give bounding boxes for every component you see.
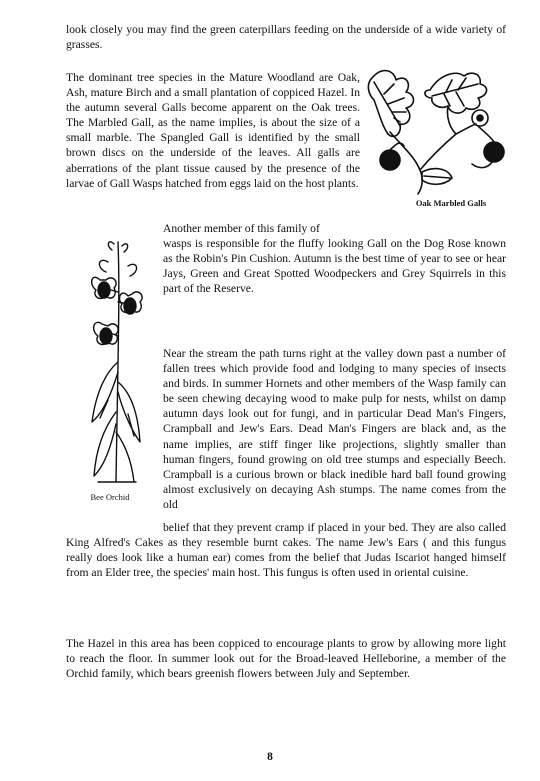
paragraph-hazel: The Hazel in this area has been coppiced to encourage plants to grow by allowing more light to reach the floor. In summer look out for the Broad-leaved Helleborine, a member of the Orchid family, which bears greenish flowers between July and September.: [66, 637, 506, 681]
paragraph-mature-woodland: The dominant tree species in the Mature Woodland are Oak, Ash, mature Birch and a small plantation of coppiced Hazel. In the autumn several Galls become apparent on the Oak trees. The Marbled Gall, as the name implies, is about the size of a small marble. The Spangled Gall is identified by the small brown discs on the underside of the leaves. All galls are aberrations of the plant tissue caused by the presence of the larvae of Gall Wasps hatched from eggs laid on the host plants.: [66, 71, 360, 190]
paragraph-autumn: wasps is responsible for the fluffy looking Gall on the Dog Rose known as the Robin's Pin Cushion. Autumn is the best time of year to see or hear Jays, Green and Great Spotted Woodpeckers and Grey Squirrels in this part of the Reserve.: [163, 237, 506, 296]
bee-orchid-illustration: [78, 232, 158, 490]
oak-marbled-galls-illustration: [360, 60, 510, 195]
paragraph-king-alfreds-cakes: [66, 520, 506, 580]
oak-galls-caption: Oak Marbled Galls: [415, 198, 487, 208]
bee-orchid-caption: Bee Orchid: [90, 492, 130, 502]
alfred-text: belief that they prevent cramp if placed in your bed. They are also called King Alfred's Cakes as they resemble burnt cakes. The name Jew's Ears ( and this fungus really does look like a human ear) comes from the belief that Judas Iscariot hanged himself from an Elder tree, the species' main host. This fungus is often used in oriental cuisine.: [66, 521, 506, 580]
paragraph-intro: look closely you may find the green caterpillars feeding on the underside of a wide variety of grasses.: [66, 23, 506, 52]
wasps-line-text: Another member of this family of: [163, 222, 320, 235]
page-number: 8: [267, 751, 273, 763]
paragraph-stream: Near the stream the path turns right at the valley down past a number of fallen trees which provide food and lodging to many species of insects and birds. In summer Hornets and other members of the Wasp family can be seen chewing decaying wood to make pulp for nests, whilst on damp autumn days look out for fungi, and in particular Dead Man's Fingers, Crampball and Jew's Ears. Dead Man's Fingers are black and, as the name implies, are stiff finger like projections, slightly smaller than human fingers, found growing on old tree stumps and especially Beech. Crampball is a curious brown or black inedible hard ball found growing almost exclusively on decaying Ash stumps. The name comes from the old: [163, 347, 506, 511]
